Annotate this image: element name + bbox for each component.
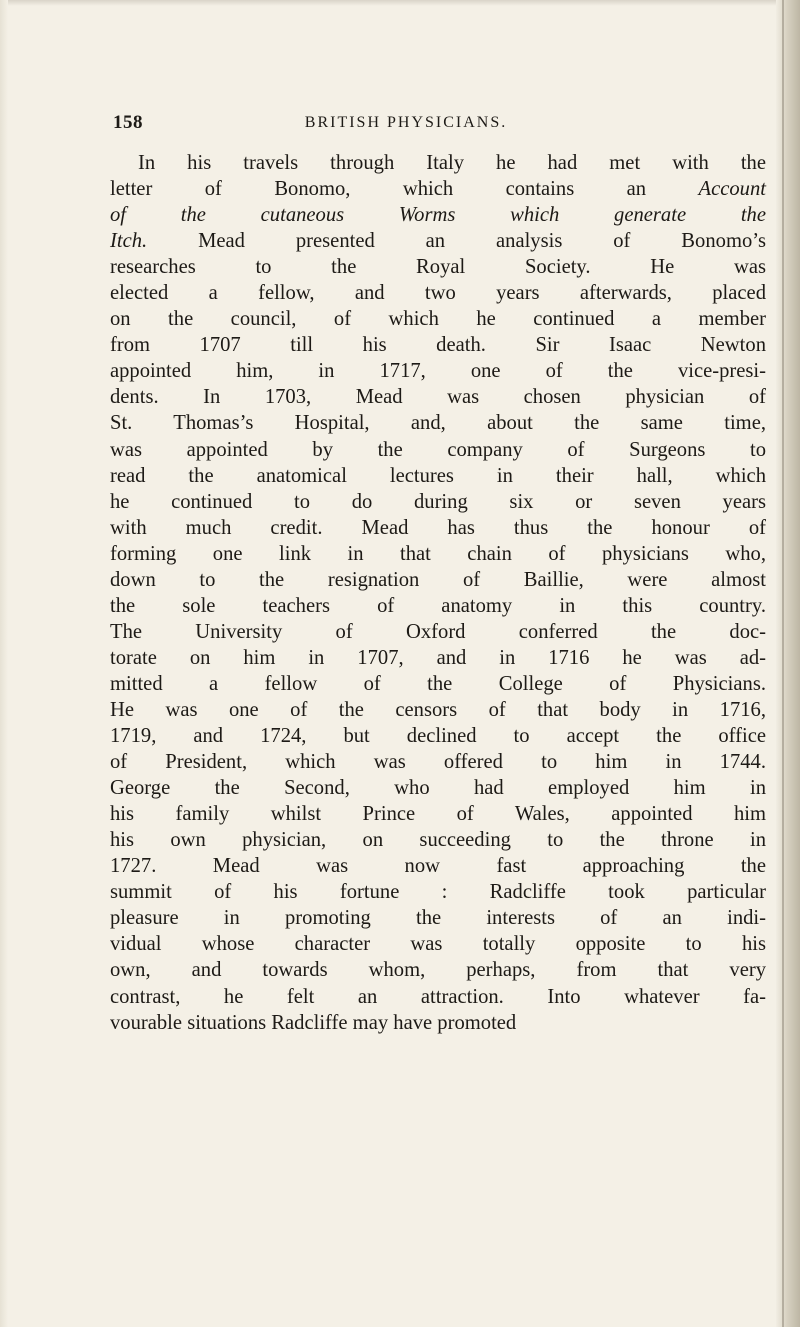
text-line bbox=[110, 384, 766, 410]
text-segment: from 1707 till his death. Sir Isaac Newton bbox=[110, 334, 766, 357]
text-line bbox=[110, 957, 766, 983]
text-line bbox=[110, 671, 766, 697]
text-segment: his family whilst Prince of Wales, appointed him bbox=[110, 803, 766, 826]
text-segment: own, and towards whom, perhaps, from that very bbox=[110, 959, 766, 982]
page-number: 158 bbox=[113, 112, 143, 133]
body-text bbox=[110, 150, 766, 1036]
text-line bbox=[110, 853, 766, 879]
text-segment: George the Second, who had employed him in bbox=[110, 777, 766, 800]
text-segment: St. Thomas’s Hospital, and, about the same time, bbox=[110, 412, 766, 435]
text-line bbox=[110, 280, 766, 306]
text-segment: dents. In 1703, Mead was chosen physician of bbox=[110, 386, 766, 409]
text-line bbox=[110, 489, 766, 515]
text-line bbox=[110, 254, 766, 280]
text-segment: with much credit. Mead has thus the honour of bbox=[110, 516, 766, 539]
text-segment: torate on him in 1707, and in 1716 he was ad- bbox=[110, 646, 766, 669]
text-segment: Mead presented an analysis of Bonomo’s bbox=[147, 230, 766, 253]
book-spine-edge bbox=[776, 0, 800, 1327]
text-segment: The University of Oxford conferred the doc- bbox=[110, 620, 766, 643]
page-left-edge bbox=[0, 0, 8, 1327]
text-segment: elected a fellow, and two years afterwards, placed bbox=[110, 282, 766, 305]
italic-title-segment: Account bbox=[698, 178, 766, 201]
text-segment: appointed him, in 1717, one of the vice-presi- bbox=[110, 360, 766, 383]
text-line bbox=[110, 358, 766, 384]
text-line bbox=[110, 905, 766, 931]
text-segment: summit of his fortune : Radcliffe took particular bbox=[110, 881, 766, 904]
page-top-edge bbox=[0, 0, 800, 6]
text-line bbox=[110, 410, 766, 436]
text-line bbox=[110, 593, 766, 619]
text-line bbox=[110, 463, 766, 489]
text-segment: contrast, he felt an attraction. Into whatever fa- bbox=[110, 985, 766, 1008]
text-segment: pleasure in promoting the interests of an indi- bbox=[110, 907, 766, 930]
running-head-title: BRITISH PHYSICIANS. bbox=[304, 114, 508, 131]
text-line bbox=[110, 437, 766, 463]
text-line bbox=[110, 567, 766, 593]
text-line bbox=[110, 801, 766, 827]
text-line bbox=[110, 228, 766, 254]
text-segment: In his travels through Italy he had met with the bbox=[138, 152, 766, 174]
text-segment: 1727. Mead was now fast approaching the bbox=[110, 855, 766, 878]
text-line bbox=[110, 541, 766, 567]
text-segment: he continued to do during six or seven years bbox=[110, 490, 766, 513]
text-segment: of President, which was offered to him in 1744. bbox=[110, 751, 766, 774]
text-segment: researches to the Royal Society. He was bbox=[110, 256, 766, 279]
text-line bbox=[110, 879, 766, 905]
text-segment: forming one link in that chain of physicians who, bbox=[110, 542, 766, 565]
text-line bbox=[110, 984, 766, 1010]
text-segment: mitted a fellow of the College of Physicians. bbox=[110, 672, 766, 695]
text-line bbox=[110, 332, 766, 358]
text-segment: down to the resignation of Baillie, were almost bbox=[110, 568, 766, 591]
text-line bbox=[110, 775, 766, 801]
italic-title-segment: Itch. bbox=[110, 230, 148, 253]
text-segment: vidual whose character was totally opposite to his bbox=[110, 933, 766, 956]
text-segment: vourable situations Radcliffe may have promoted bbox=[110, 1011, 517, 1034]
text-line bbox=[110, 827, 766, 853]
text-line bbox=[110, 306, 766, 332]
text-segment: letter of Bonomo, which contains an bbox=[110, 178, 699, 201]
text-line bbox=[110, 202, 766, 228]
text-line bbox=[110, 150, 766, 176]
running-head bbox=[113, 112, 753, 136]
text-segment: He was one of the censors of that body in 1716, bbox=[110, 698, 766, 721]
text-line bbox=[110, 645, 766, 671]
text-line bbox=[110, 176, 766, 202]
text-line bbox=[110, 619, 766, 645]
text-line bbox=[110, 931, 766, 957]
gutter-shadow bbox=[782, 0, 784, 1327]
text-segment: read the anatomical lectures in their hall, which bbox=[110, 464, 766, 487]
italic-title-segment: of the cutaneous Worms which generate the bbox=[110, 204, 766, 227]
text-segment: on the council, of which he continued a member bbox=[110, 308, 766, 331]
text-line bbox=[110, 723, 766, 749]
text-line bbox=[110, 1010, 766, 1036]
text-line bbox=[110, 749, 766, 775]
text-line bbox=[110, 515, 766, 541]
text-line bbox=[110, 697, 766, 723]
text-segment: his own physician, on succeeding to the throne in bbox=[110, 829, 766, 852]
text-segment: was appointed by the company of Surgeons to bbox=[110, 438, 766, 461]
text-segment: the sole teachers of anatomy in this country. bbox=[110, 594, 766, 617]
text-segment: 1719, and 1724, but declined to accept the office bbox=[110, 725, 766, 748]
